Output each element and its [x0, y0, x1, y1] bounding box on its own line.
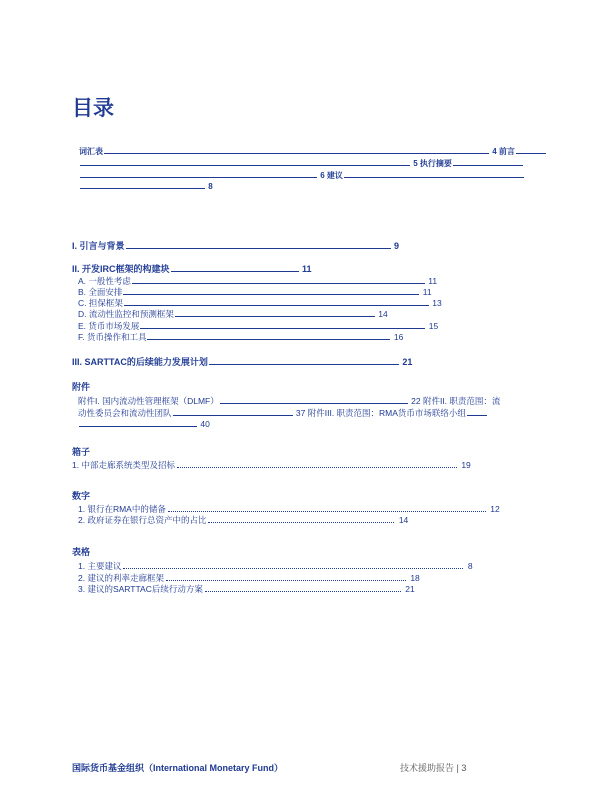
toc-item-2d[interactable]: D. 流动性监控和预测框架 14 — [78, 309, 388, 319]
toc-table-2[interactable]: 2. 建议的利率走廊框架 18 — [78, 573, 420, 583]
toc-line-4: 8 — [79, 182, 213, 191]
toc-figure-1[interactable]: 1. 银行在RMA中的储备 12 — [78, 504, 500, 514]
page-title: 目录 — [72, 97, 114, 120]
boxes-heading: 箱子 — [72, 447, 91, 457]
toc-box-1[interactable]: 1. 中部走廊系统类型及招标 19 — [72, 460, 471, 470]
toc-table-3[interactable]: 3. 建议的SARTTAC后续行动方案 21 — [78, 584, 415, 594]
toc-figure-2[interactable]: 2. 政府证券在银行总资产中的占比 14 — [78, 515, 409, 525]
toc-summary[interactable]: 执行摘要 — [419, 159, 452, 168]
toc-chapter-1[interactable]: I. 引言与背景 9 — [72, 241, 400, 251]
toc-item-2c[interactable]: C. 担保框架 13 — [78, 298, 442, 308]
toc-table-1[interactable]: 1. 主要建议 8 — [78, 561, 473, 571]
toc-foreword[interactable]: 前言 — [498, 147, 515, 156]
toc-line-2: 5 执行摘要 — [79, 158, 524, 169]
tables-heading: 表格 — [72, 547, 91, 557]
toc-item-2b[interactable]: B. 全面安排 11 — [78, 287, 432, 297]
toc-item-2e[interactable]: E. 货币市场发展 15 — [78, 321, 439, 331]
toc-annex-line-1[interactable]: 附件I. 国内流动性管理框架（DLMF） 22 附件II. 职责范围：流 — [78, 396, 501, 406]
toc-line-3: 6 建议 — [79, 170, 525, 181]
toc-annex-line-2[interactable]: 动性委员会和流动性团队 37 附件III. 职责范围：RMA货币市场联络小组 — [78, 407, 488, 419]
toc-chapter-2[interactable]: II. 开发IRC框架的构建块 11 — [72, 264, 312, 274]
toc-chapter-3[interactable]: III. SARTTAC的后续能力发展计划 21 — [72, 357, 413, 367]
toc-item-2f[interactable]: F. 货币操作和工具 16 — [78, 332, 404, 342]
footer-org: 国际货币基金组织（International Monetary Fund） — [72, 763, 284, 773]
toc-annex-line-3[interactable]: 40 — [78, 419, 210, 429]
toc-line-1: 词汇表 4 前言 — [79, 146, 547, 157]
annex-heading: 附件 — [72, 382, 91, 392]
footer-page-info: 技术援助报告 | 3 — [400, 763, 467, 773]
figures-heading: 数字 — [72, 491, 91, 501]
toc-recommendations[interactable]: 建议 — [326, 171, 343, 180]
toc-item-2a[interactable]: A. 一般性考虑 11 — [78, 276, 438, 286]
toc-glossary[interactable]: 词汇表 — [79, 147, 103, 156]
